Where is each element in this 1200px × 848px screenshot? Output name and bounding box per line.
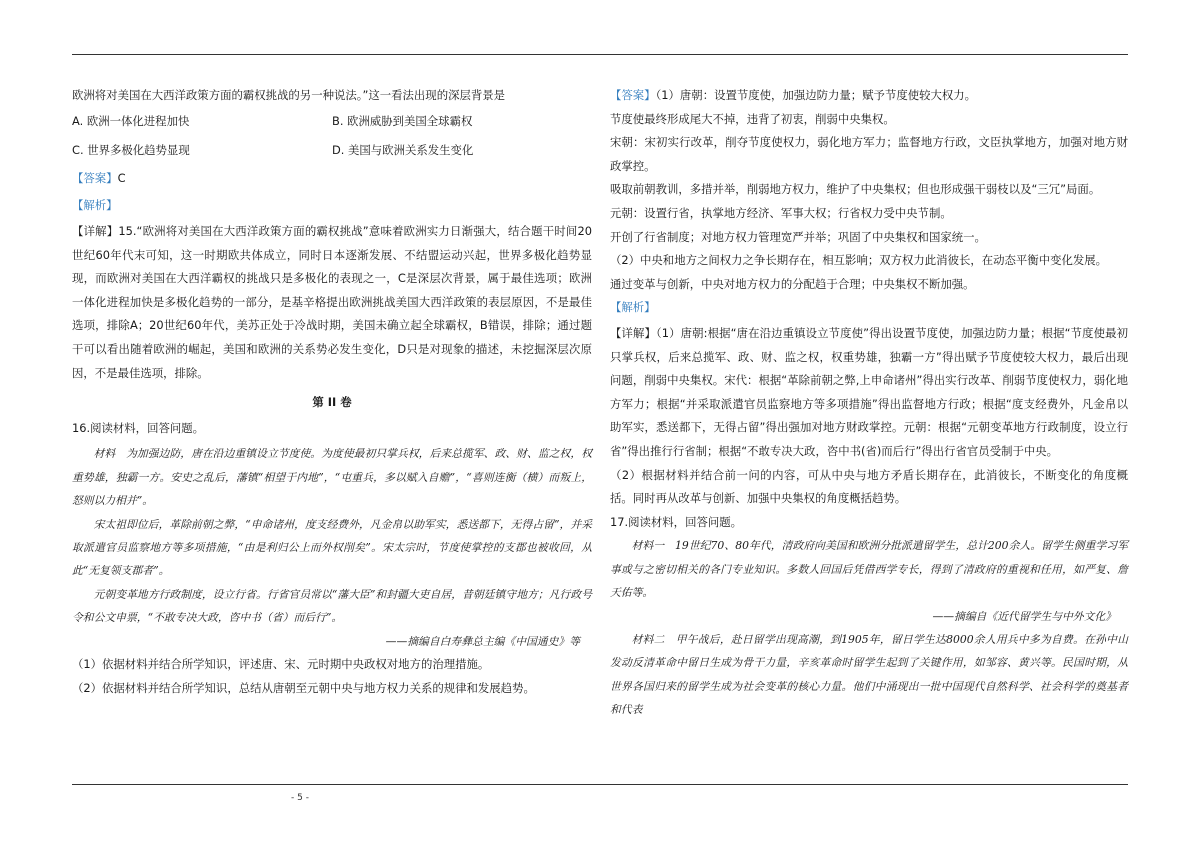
answer-line — [72, 167, 592, 191]
answer-p6: 开创了行省制度；对地方权力管理宽严并举；巩固了中央集权和国家统一。 — [610, 229, 986, 244]
q17-material-1-source: ——摘编自《近代留学生与中外文化》 — [932, 609, 1116, 623]
section-title: 第 II 卷 — [312, 395, 352, 410]
answer-p5: 元朝：设置行省，执掌地方经济、军事大权；行省权力受中央节制。 — [610, 205, 952, 220]
answer-tag: 【答案】 — [610, 88, 656, 102]
question-15-tail: 欧洲将对美国在大西洋政策方面的霸权挑战的另一种说法。”这一看法出现的深层背景是 — [72, 88, 506, 102]
options-row-1 — [72, 110, 592, 134]
question-17-intro: 17.阅读材料，回答问题。 — [610, 514, 743, 529]
q16-question-1: （1）依据材料并结合所学知识，评述唐、宋、元时期中央政权对地方的治理措施。 — [72, 656, 490, 671]
option-c: C. 世界多极化趋势显现 — [72, 143, 190, 158]
detail-part-1: 【详解】（1）唐朝:根据“唐在沿边重镇设立节度使”得出设置节度使，加强边防力量；根据“节度使最初只掌兵权，后来总揽军、政、财、监之权，权重势雄，独霸一方”得出赋予节度使较大权力，最后出现问题，削弱中央集权。宋代：根据“革除前朝之弊,上申命诸州”得出实行改革、削弱节度使权力，弱化地方军力；根据“并采取派遣官员监察地方等多项措施”得出监督地方行政；根据“度支经费外，凡金帛以助军实，悉送都下，无得占留”得出强加对地方财政掌控。元朝：根据“元朝变革地方行政制度，设立行省”得出推行行省制；根据“不敢专决大政，咨中书(省)而后行”得出行省官员受制于中央。 — [610, 325, 1128, 458]
answer-p8: 通过变革与创新，中央对地方权力的分配趋于合理；中央集权不断加强。 — [610, 276, 975, 291]
answer-p1: 【答案】（1）唐朝：设置节度使，加强边防力量；赋予节度使较大权力。 — [610, 88, 977, 102]
answer-p7: （2）中央和地方之间权力之争长期存在，相互影响；双方权力此消彼长，在动态平衡中变化发展。 — [610, 253, 1108, 268]
q16-material-song: 宋太祖即位后，革除前朝之弊，“申命诸州，度支经费外，凡金帛以助军实，悉送都下，无得占留”，并采取派遣官员监察地方等多项措施，“由是利归公上而外权削矣”。宋太宗时，节度使掌控的支郡也被收回，从此“无复领支郡者”。 — [72, 517, 592, 578]
answer-p2: 节度使最终形成尾大不掉，违背了初衷，削弱中央集权。 — [610, 111, 895, 126]
options-row-2 — [72, 139, 592, 163]
q17-material-1: 材料一 19世纪70、80年代，清政府向美国和欧洲分批派遣留学生，总计200余人。留学生侧重学习军事或与之密切相关的各门专业知识。多数人回国后凭借西学专长，得到了清政府的重视和任用，如严复、詹天佑等。 — [610, 539, 1128, 600]
detail-part-2: （2）根据材料并结合前一问的内容，可从中央与地方矛盾长期存在，此消彼长，不断变化的角度概括。同时再从改革与创新、加强中央集权的角度概括趋势。 — [610, 467, 1128, 506]
q16-material-yuan: 元朝变革地方行政制度，设立行省。行省官员常以“藩大臣”和封疆大吏自居，昔朝廷镇守地方；凡行政号令和公文申票，“不敢专决大政，咨中书（省）而后行”。 — [72, 587, 592, 625]
q16-source: ——摘编自白寿彝总主编《中国通史》等 — [385, 634, 580, 648]
q17-material-2: 材料二 甲午战后，赴日留学出现高潮，到1905年，留日学生达8000余人用兵中多为自费。在孙中山发动反清革命中留日生成为骨干力量，辛亥革命时留学生起到了关键作用，如邹容、黄兴等。民国时期，从世界各国归来的留学生成为社会变革的核心力量。他们中涌现出一批中国现代自然科学、社会科学的奠基者和代表 — [610, 632, 1128, 717]
page-number: - 5 - — [291, 793, 309, 803]
right-column — [610, 84, 1128, 722]
q16-material-tang: 材料 为加强边防，唐在沿边重镇设立节度使。为度使最初只掌兵权，后来总揽军、政、财、监之权，权重势雄，独霸一方。安史之乱后，藩镇“相望于内地”，“屯重兵，多以赋入自赡”，“喜则连衡（横）而叛上，怒则以力相并”。 — [72, 447, 592, 508]
option-b: B. 欧洲威胁到美国全球霸权 — [332, 113, 473, 128]
detail-explanation: 【详解】15.“欧洲将对美国在大西洋政策方面的霸权挑战”意味着欧洲实力日渐强大，结合题干时间20世纪60年代末可知，这一时期欧共体成立，同时日本逐渐发展、不结盟运动兴起，世界多极化趋势显现，而欧洲对美国在大西洋霸权的挑战只是多极化的表现之一，C是深层次背景，属于最佳选项；欧洲一体化进程加快是多极化趋势的一部分，是基辛格提出欧洲挑战美国大西洋政策的表层原因，不是最佳选项，排除A；20世纪60年代，美苏正处于冷战时期，美国未确立起全球霸权，B错误，排除；通过题干可以看出随着欧洲的崛起，美国和欧洲的关系势必发生变化，D只是对现象的描述，未挖掘深层次原因，不是最佳选项，排除。 — [72, 223, 592, 380]
left-column — [72, 84, 592, 700]
analysis-tag: 【解析】 — [610, 300, 656, 315]
footer-rule — [72, 784, 1128, 785]
question-16-intro: 16.阅读材料，回答问题。 — [72, 420, 205, 435]
answer-p4: 吸取前朝教训，多措并举，削弱地方权力，维护了中央集权；但也形成强干弱枝以及“三冗”局面。 — [610, 182, 1101, 197]
header-rule — [72, 54, 1128, 55]
option-a: A. 欧洲一体化进程加快 — [72, 113, 190, 128]
answer-tag: 【答案】 — [72, 170, 118, 185]
q16-question-2: （2）依据材料并结合所学知识，总结从唐朝至元朝中央与地方权力关系的规律和发展趋势。 — [72, 680, 535, 695]
answer-p3: 宋朝：宋初实行改革，削夺节度使权力，弱化地方军力；监督地方行政，文臣执掌地方，加强对地方财政掌控。 — [610, 135, 1128, 173]
option-d: D. 美国与欧洲关系发生变化 — [332, 143, 474, 158]
answer-value: C — [117, 170, 126, 185]
analysis-tag: 【解析】 — [72, 198, 118, 213]
